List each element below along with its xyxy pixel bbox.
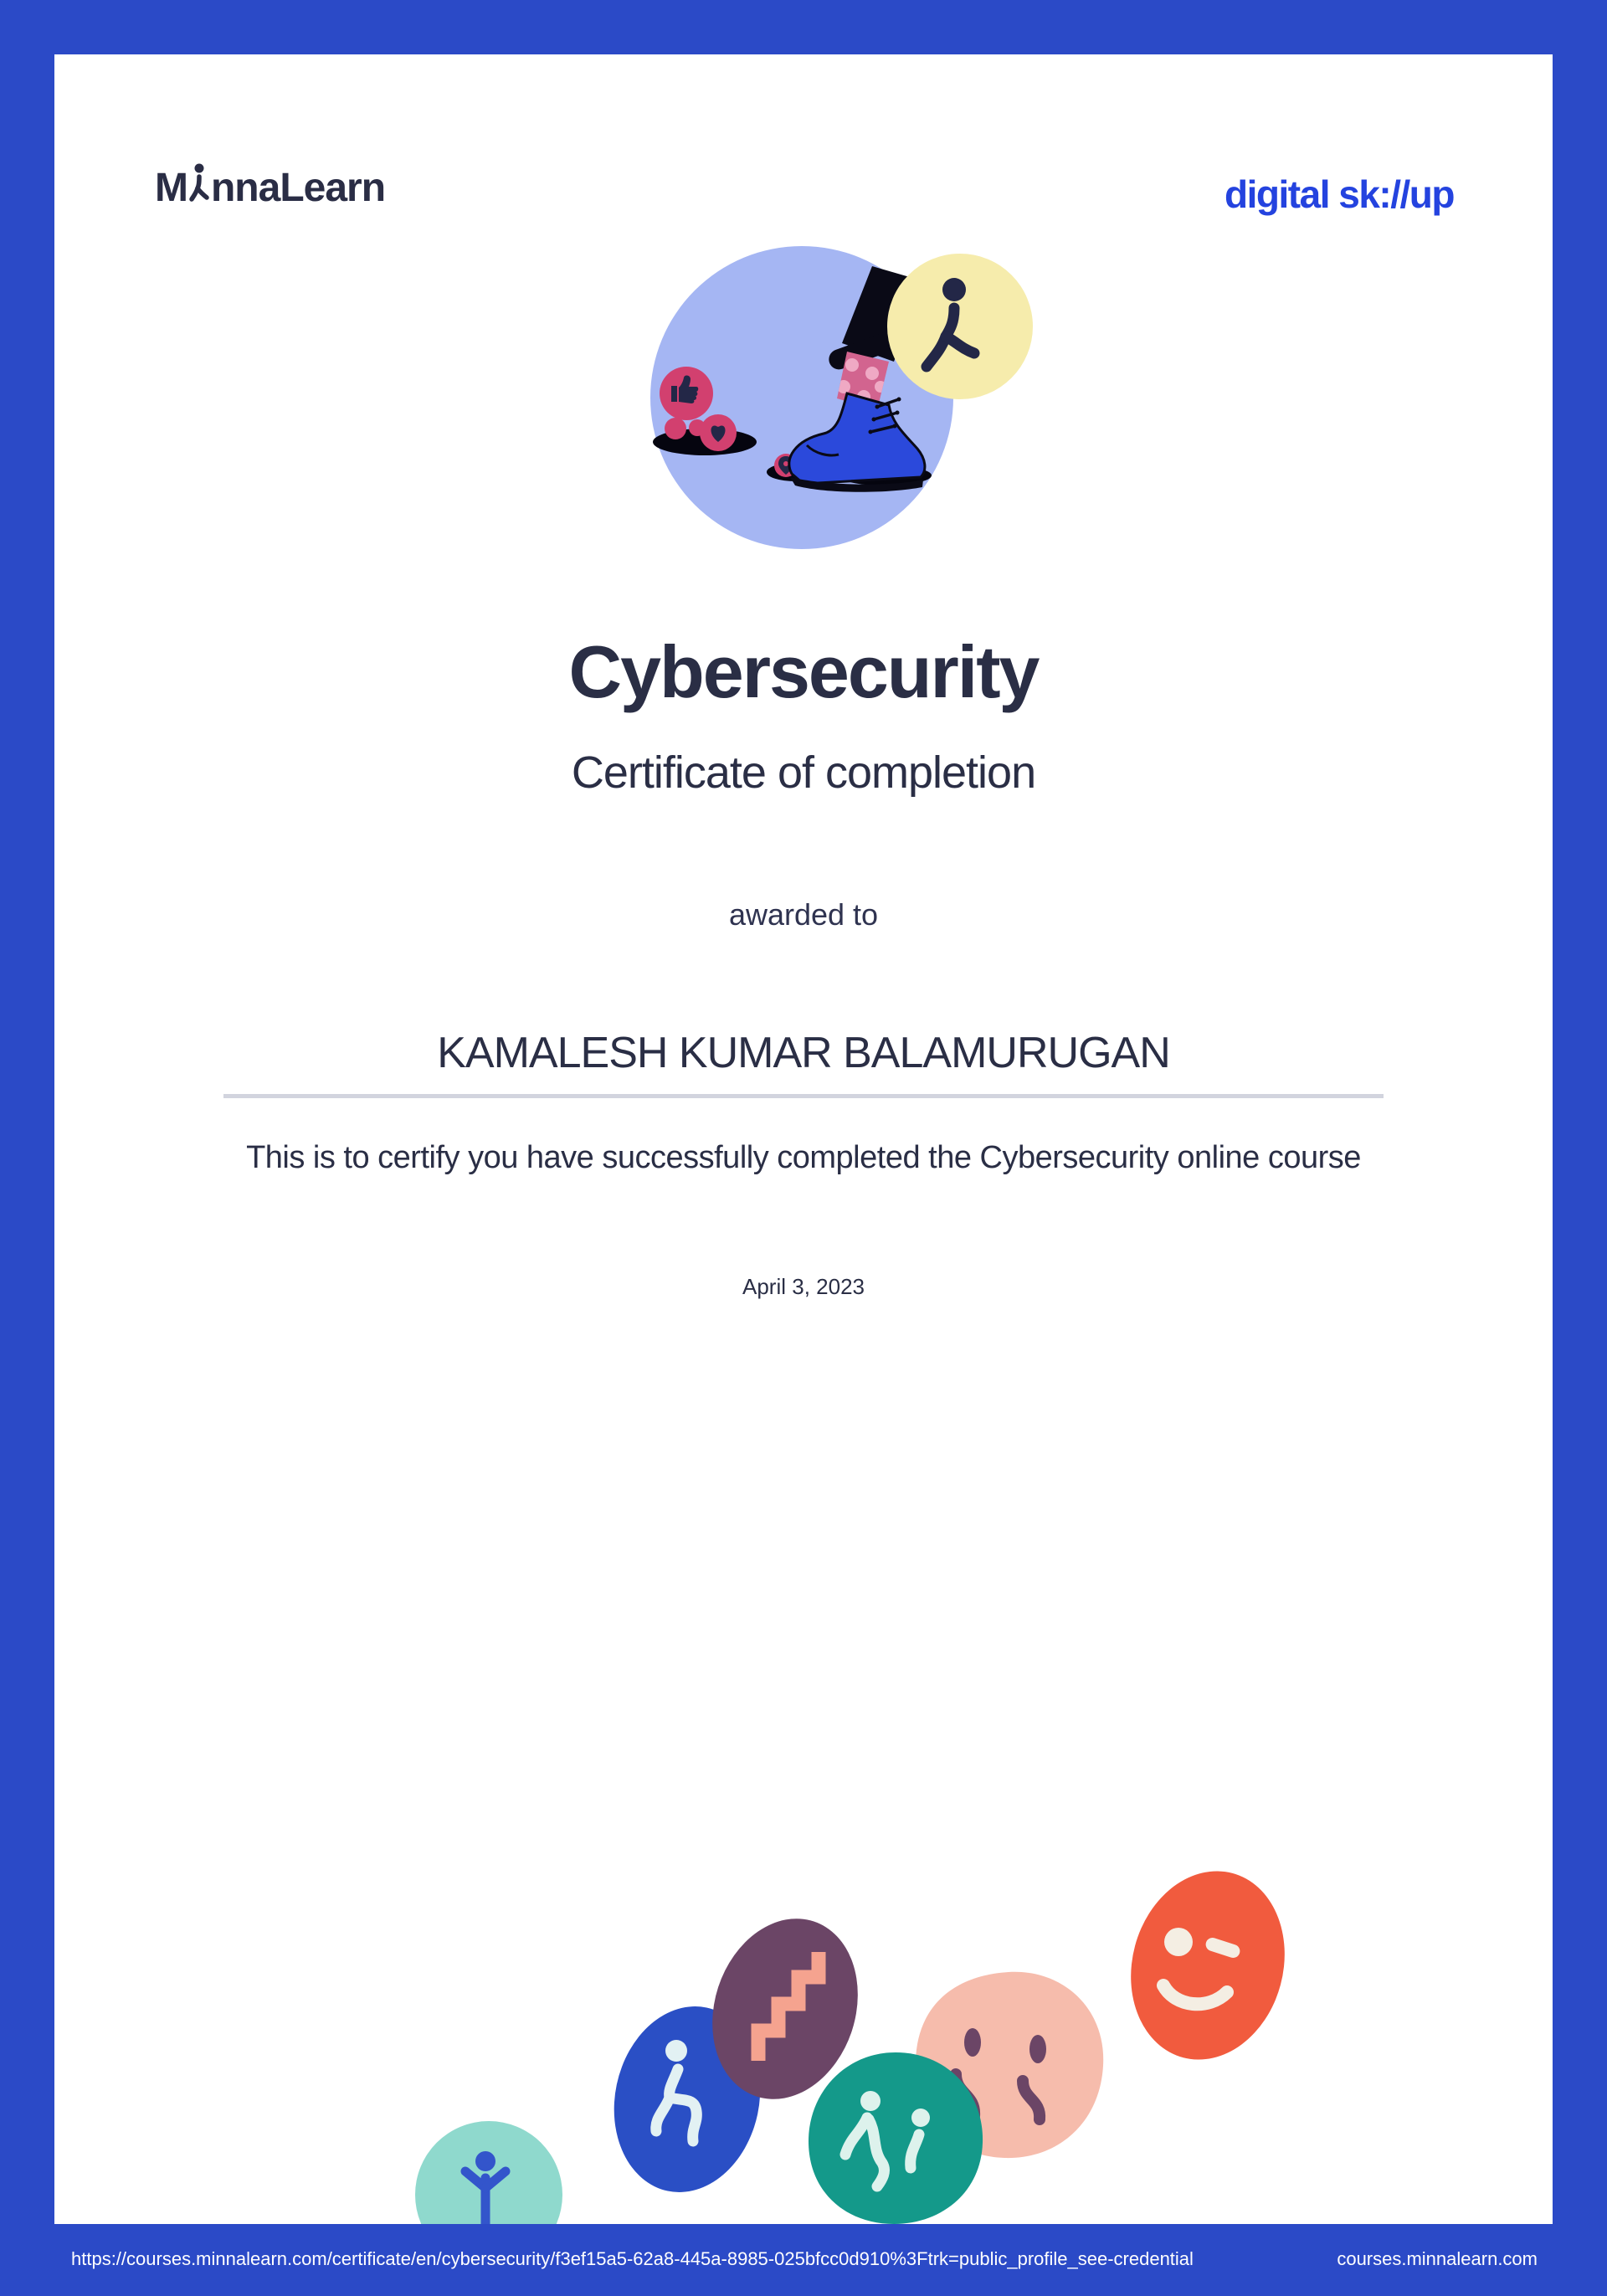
digital-skillup-logo: digital sk://up	[1225, 172, 1454, 216]
certificate-subtitle: Certificate of completion	[571, 747, 1036, 798]
awarded-to-label: awarded to	[728, 897, 879, 932]
certify-text: This is to certify you have successfully completed the Cybersecurity online course	[246, 1140, 1361, 1175]
yellow-person-badge	[887, 254, 1033, 399]
minnalearn-logo-text-rest: nnaLearn	[210, 165, 386, 210]
minnalearn-person-icon	[188, 161, 210, 214]
recipient-name: KAMALESH KUMAR BALAMURUGAN	[437, 1029, 1170, 1077]
minnalearn-logo	[155, 162, 385, 213]
completion-date: April 3, 2023	[742, 1274, 865, 1299]
site-label: courses.minnalearn.com	[1337, 2248, 1538, 2269]
course-title: Cybersecurity	[568, 630, 1039, 713]
decor-blobs	[335, 1841, 1339, 2224]
name-divider	[223, 1094, 1384, 1098]
minnalearn-logo-text-m: M	[155, 165, 187, 210]
blob-orange	[1111, 1854, 1306, 2078]
footer-bar	[0, 2224, 1607, 2296]
blob-teal	[809, 2052, 983, 2224]
blob-mint	[415, 2121, 562, 2224]
certificate-url-link[interactable]: https://courses.minnalearn.com/certificate/en/cybersecurity/f3ef15a5-62a8-445a-8985-025bfcc0d910%3Ftrk=public_profile_see-credential	[71, 2248, 1194, 2269]
hero-illustration	[628, 234, 1046, 569]
